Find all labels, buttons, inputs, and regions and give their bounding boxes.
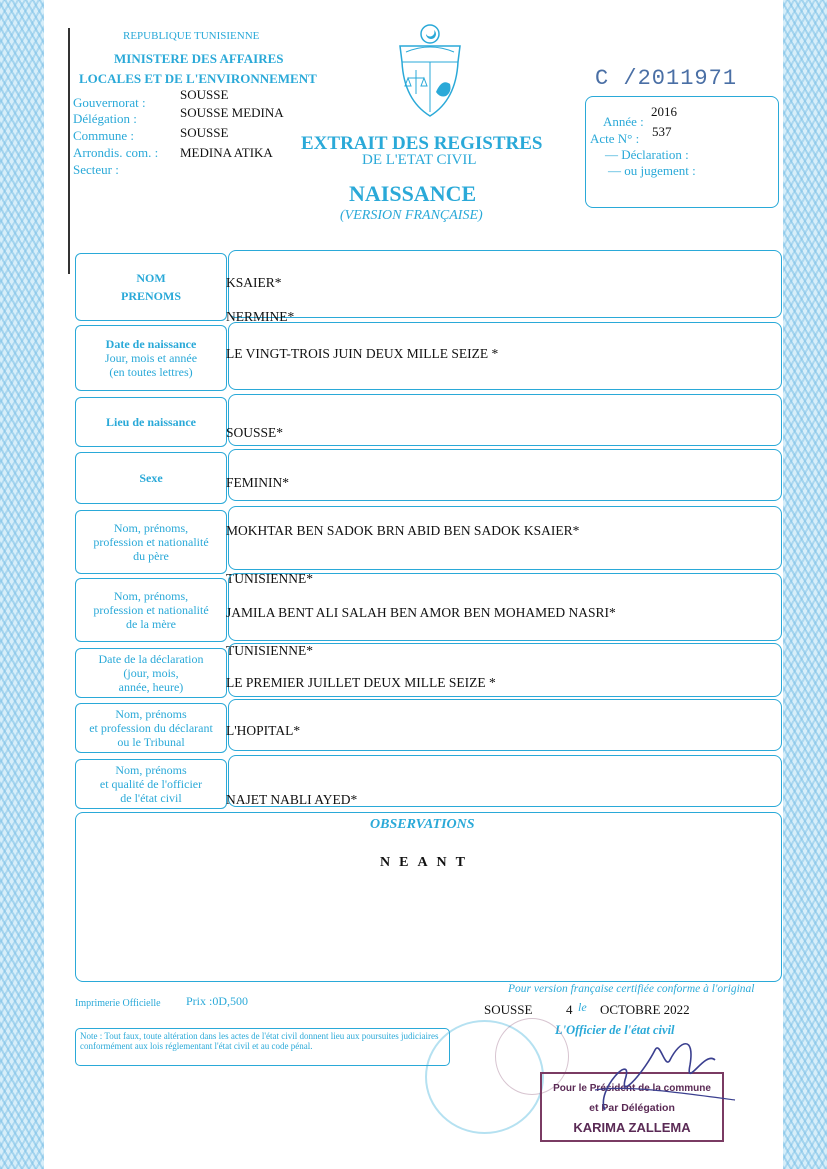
declaration-date-value: LE PREMIER JUILLET DEUX MILLE SEIZE *: [226, 675, 496, 690]
title-naissance: NAISSANCE: [349, 181, 477, 206]
prix-label: Prix :0D,500: [186, 994, 249, 1008]
lieu-value-cell: [228, 394, 782, 446]
officier-label-cell: [75, 759, 227, 809]
stamp-line-3: KARIMA ZALLEMA: [573, 1120, 691, 1135]
mere-label-1: Nom, prénoms,: [113, 589, 189, 603]
signature-icon: [565, 1030, 745, 1120]
dob-value: LE VINGT-TROIS JUIN DEUX MILLE SEIZE *: [226, 346, 499, 361]
sexe-value: FEMININ*: [226, 475, 289, 490]
officier-value: NAJET NABLI AYED*: [226, 792, 358, 807]
month-year-value: OCTOBRE 2022: [600, 1002, 690, 1017]
title-extrait: EXTRAIT DES REGISTRES: [301, 133, 543, 154]
observations-box: [75, 812, 782, 982]
header-divider-line: [68, 28, 70, 274]
annee-label: Année :: [603, 114, 644, 129]
dob-label-sub2: (en toutes lettres): [109, 365, 193, 379]
nom-value-cell: [228, 250, 782, 318]
decl-label-1: Date de la déclaration: [98, 652, 204, 666]
lieu-label: Lieu de naissance: [105, 415, 196, 429]
ministry-line-2: LOCALES ET DE L'ENVIRONNEMENT: [79, 71, 317, 86]
commune-label: Commune :: [73, 128, 135, 143]
mere-label-2: profession et nationalité: [93, 603, 209, 617]
arrondissement-label: Arrondis. com. :: [73, 145, 159, 160]
le-label: le: [578, 1000, 587, 1014]
delegation-value: SOUSSE MEDINA: [180, 105, 284, 120]
mere-value: JAMILA BENT ALI SALAH BEN AMOR BEN MOHAMED NASRI*: [226, 605, 616, 620]
decl-label-2: (jour, mois,: [123, 666, 179, 680]
declarant-label-1: Nom, prénoms: [115, 707, 187, 721]
secteur-label: Secteur :: [73, 162, 119, 177]
nom-label: NOM: [136, 271, 166, 285]
observations-title: OBSERVATIONS: [370, 817, 475, 832]
serial-number: C /2011971: [595, 66, 738, 91]
prenom-value: NERMINE*: [226, 309, 295, 324]
coat-of-arms-icon: [392, 22, 468, 120]
declaration-label: — Déclaration :: [605, 147, 689, 162]
pere-value: MOKHTAR BEN SADOK BRN ABID BEN SADOK KSAIER*: [226, 523, 580, 538]
mere-nationality: TUNISIENNE*: [226, 643, 313, 658]
pere-label-cell: [75, 510, 227, 574]
sexe-label: Sexe: [139, 471, 163, 485]
place-value: SOUSSE: [484, 1002, 533, 1017]
sexe-value-cell: [228, 449, 782, 501]
legal-note: Note : Tout faux, toute altération dans les actes de l'état civil donnent lieu aux poursuites judiciaires conformément aux lois réglementant l'état civil et au code pénal.: [75, 1028, 450, 1066]
officer-title: L'Officier de l'état civil: [555, 1023, 675, 1037]
ministry-line-1: MINISTERE DES AFFAIRES: [114, 51, 284, 66]
decorative-border-right: [783, 0, 827, 1169]
officier-label-3: de l'état civil: [120, 791, 182, 805]
sexe-label-cell: [75, 452, 227, 504]
jugement-label: — ou jugement :: [608, 163, 696, 178]
stamp-line-2: et Par Délégation: [589, 1102, 675, 1114]
lieu-value: SOUSSE*: [226, 425, 284, 440]
day-value: 4: [566, 1002, 573, 1017]
title-version: (VERSION FRANÇAISE): [340, 208, 483, 223]
mere-label-cell: [75, 578, 227, 642]
dob-label-sub1: Jour, mois et année: [104, 351, 198, 365]
stamp-line-1: Pour le Président de la commune: [553, 1083, 711, 1094]
gouvernorat-label: Gouvernorat :: [73, 95, 146, 110]
mere-label-3: de la mère: [126, 617, 176, 631]
declarant-label-3: ou le Tribunal: [117, 735, 185, 749]
officier-label-1: Nom, prénoms: [115, 763, 187, 777]
decl-label-3: année, heure): [118, 680, 184, 694]
pere-label-1: Nom, prénoms,: [113, 521, 189, 535]
pere-label-3: du père: [133, 549, 169, 563]
annee-value: 2016: [651, 104, 677, 119]
declarant-label-cell: [75, 703, 227, 753]
title-etat-civil: DE L'ETAT CIVIL: [362, 152, 477, 168]
certified-note: Pour version française certifiée conforme à l'original: [508, 983, 755, 995]
delegation-label: Délégation :: [73, 111, 137, 126]
gouvernorat-value: SOUSSE: [180, 87, 229, 102]
officier-label-2: et qualité de l'officier: [99, 777, 203, 791]
nom-label-cell: [75, 253, 227, 321]
declarant-value-cell: [228, 699, 782, 751]
pere-label-2: profession et nationalité: [93, 535, 209, 549]
lieu-label-cell: [75, 397, 227, 447]
dob-label-cell: [75, 325, 227, 391]
acte-label: Acte N° :: [590, 131, 640, 146]
decorative-border-left: [0, 0, 44, 1169]
dob-label: Date de naissance: [105, 337, 197, 351]
imprimerie-label: Imprimerie Officielle: [75, 998, 161, 1009]
declaration-date-label-cell: [75, 648, 227, 698]
prenoms-label: PRENOMS: [121, 289, 181, 303]
arrondissement-value: MEDINA ATIKA: [180, 145, 273, 160]
pere-nationality: TUNISIENNE*: [226, 571, 313, 586]
declarant-label-2: et profession du déclarant: [89, 721, 213, 735]
nom-value: KSAIER*: [226, 275, 282, 290]
acte-value: 537: [652, 124, 672, 139]
republic-label: REPUBLIQUE TUNISIENNE: [123, 30, 260, 42]
declarant-value: L'HOPITAL*: [226, 723, 301, 738]
commune-value: SOUSSE: [180, 125, 229, 140]
observations-value: NEANT: [380, 855, 475, 870]
